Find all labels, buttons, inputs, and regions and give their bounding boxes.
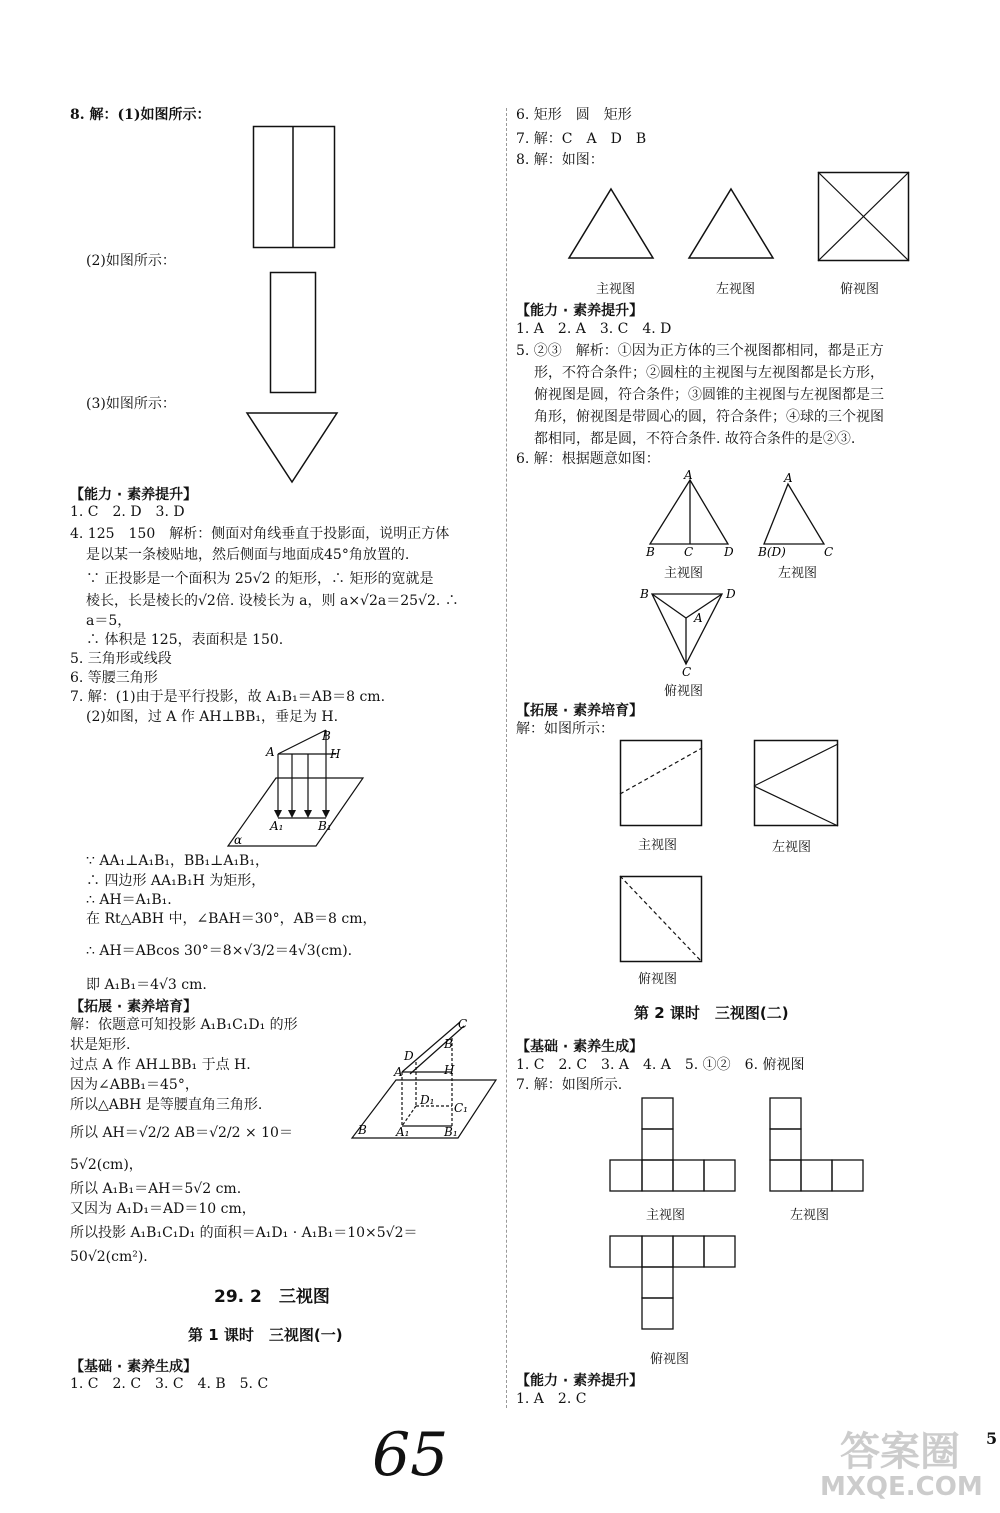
label-B1: B₁ bbox=[444, 1125, 458, 1139]
answer-line: 1. C 2. D 3. D bbox=[70, 504, 185, 520]
q8-part3: (3)如图所示： bbox=[86, 396, 176, 412]
answer-line: 5. 三角形或线段 bbox=[70, 651, 172, 667]
figure-parallel-projection bbox=[226, 726, 366, 856]
section-ability: 【能力 · 素养提升】 bbox=[516, 1373, 644, 1389]
section-extension: 【拓展 · 素养培育】 bbox=[516, 703, 644, 719]
section-title: 29. 2 三视图 bbox=[214, 1287, 330, 1307]
answer-line: ∵ AA₁⊥A₁B₁，BB₁⊥A₁B₁， bbox=[86, 853, 269, 869]
answer-line: 又因为 A₁D₁＝AD＝10 cm， bbox=[70, 1201, 256, 1217]
cube-side-view bbox=[770, 1098, 866, 1192]
column-divider bbox=[506, 108, 507, 1408]
label-A: A bbox=[684, 468, 693, 482]
lesson-title: 第 1 课时 三视图(一) bbox=[188, 1326, 343, 1344]
answer-line: 所以投影 A₁B₁C₁D₁ 的面积＝A₁D₁ · A₁B₁＝10×5√2＝ bbox=[70, 1225, 418, 1241]
answer-line: 8. 解：如图： bbox=[516, 152, 604, 168]
answer-line: ∴ AH＝ABcos 30°＝8×√3/2＝4√3(cm). bbox=[86, 943, 353, 959]
caption-side: 左视图 bbox=[778, 566, 818, 581]
section-basic: 【基础 · 素养生成】 bbox=[516, 1039, 644, 1055]
answer-line: 过点 A 作 AH⊥BB₁ 于点 H. bbox=[70, 1057, 251, 1073]
answer-line: 7. 解：如图所示. bbox=[516, 1077, 623, 1093]
label-B-plane: B bbox=[358, 1123, 367, 1137]
answer-line: 角形，俯视图是带圆心的圆，符合条件；④球的三个视图 bbox=[534, 409, 884, 425]
tetrahedron-front-view bbox=[642, 470, 742, 560]
label-B: B bbox=[646, 545, 655, 559]
answer-line: (2)如图，过 A 作 AH⊥BB₁，垂足为 H. bbox=[86, 709, 339, 725]
label-B: B bbox=[444, 1037, 453, 1051]
label-A: A bbox=[266, 745, 275, 759]
answer-line: 6. 等腰三角形 bbox=[70, 670, 158, 686]
label-A: A bbox=[694, 611, 703, 625]
label-C: C bbox=[684, 545, 694, 559]
cube-front-view bbox=[610, 1098, 740, 1192]
label-H: H bbox=[330, 747, 341, 761]
tetrahedron-side-view bbox=[756, 470, 856, 560]
answer-line: ∴ AH＝A₁B₁. bbox=[86, 892, 172, 908]
triangle-front-view bbox=[568, 188, 654, 260]
edge-page-mark: 5 bbox=[986, 1429, 998, 1448]
caption-front: 主视图 bbox=[646, 1208, 686, 1223]
label-C1: C₁ bbox=[454, 1101, 468, 1115]
answer-line: 俯视图是圆，符合条件；③圆锥的主视图与左视图都是三 bbox=[534, 387, 884, 403]
section-ability: 【能力 · 素养提升】 bbox=[516, 303, 644, 319]
label-C: C bbox=[458, 1017, 468, 1031]
caption-top: 俯视图 bbox=[650, 1352, 690, 1367]
triangle-side-view bbox=[688, 188, 774, 260]
figure-rectangle-split bbox=[253, 126, 335, 248]
answer-line: 7. 解：(1)由于是平行投影，故 A₁B₁＝AB＝8 cm. bbox=[70, 689, 386, 705]
section-ability: 【能力 · 素养提升】 bbox=[70, 487, 198, 503]
label-C: C bbox=[682, 665, 692, 679]
square-top-view-crossed bbox=[818, 172, 910, 262]
watermark-url: MXQE.COM bbox=[820, 1472, 983, 1502]
square-front-view-dashed bbox=[620, 740, 702, 826]
caption-side: 左视图 bbox=[772, 840, 812, 855]
label-A1: A₁ bbox=[396, 1125, 410, 1139]
answer-line: 即 A₁B₁＝4√3 cm. bbox=[86, 977, 207, 993]
label-BD: B(D) bbox=[758, 545, 786, 559]
square-top-view-dashed bbox=[620, 876, 702, 962]
handwritten-page-number: 65 bbox=[372, 1420, 449, 1490]
answer-line: 是以某一条棱贴地，然后侧面与地面成45°角放置的. bbox=[86, 547, 410, 563]
answer-line: 所以△ABH 是等腰直角三角形. bbox=[70, 1097, 263, 1113]
caption-side: 左视图 bbox=[716, 282, 756, 297]
answer-line: 1. A 2. C bbox=[516, 1391, 587, 1407]
answer-line: ∴ 体积是 125，表面积是 150. bbox=[86, 632, 284, 648]
answer-line: 棱长，长是棱长的√2倍. 设棱长为 a，则 a×√2a＝25√2. ∴ bbox=[86, 593, 459, 609]
answer-line: 50√2(cm²). bbox=[70, 1249, 148, 1265]
section-basic: 【基础 · 素养生成】 bbox=[70, 1359, 198, 1375]
answer-line: 所以 AH＝√2/2 AB＝√2/2 × 10＝ bbox=[70, 1125, 293, 1141]
label-A: A bbox=[784, 471, 793, 485]
answer-line: 5√2(cm)， bbox=[70, 1157, 143, 1173]
label-D: D bbox=[724, 545, 734, 559]
answer-line: 5. ②③ 解析：①因为正方体的三个视图都相同，都是正方 bbox=[516, 343, 884, 359]
caption-side: 左视图 bbox=[790, 1208, 830, 1223]
square-side-view bbox=[754, 740, 838, 826]
answer-line: 因为∠ABB₁＝45°， bbox=[70, 1077, 199, 1093]
cube-top-view bbox=[610, 1236, 740, 1332]
caption-top: 俯视图 bbox=[638, 972, 678, 987]
label-H: H bbox=[444, 1063, 455, 1077]
answer-line: ∴ 四边形 AA₁B₁H 为矩形， bbox=[86, 873, 266, 889]
answer-line: 7. 解：C A D B bbox=[516, 131, 647, 147]
label-A: A bbox=[394, 1065, 403, 1079]
tetrahedron-top-view bbox=[636, 584, 746, 679]
label-D: D bbox=[404, 1049, 414, 1063]
label-alpha: α bbox=[234, 833, 243, 847]
figure-inverted-triangle bbox=[246, 412, 338, 484]
section-extension: 【拓展 · 素养培育】 bbox=[70, 999, 198, 1015]
label-B: B bbox=[640, 587, 649, 601]
answer-line: 在 Rt△ABH 中，∠BAH＝30°，AB＝8 cm， bbox=[86, 911, 377, 927]
label-D1: D₁ bbox=[420, 1093, 435, 1107]
caption-front: 主视图 bbox=[638, 838, 678, 853]
answer-line: 1. C 2. C 3. A 4. A 5. ①② 6. 俯视图 bbox=[516, 1057, 805, 1073]
label-C: C bbox=[824, 545, 834, 559]
caption-front: 主视图 bbox=[664, 566, 704, 581]
caption-top: 俯视图 bbox=[840, 282, 880, 297]
answer-line: 形，不符合条件；②圆柱的主视图与左视图都是长方形， bbox=[534, 365, 884, 381]
watermark-logo: 答案圈 bbox=[840, 1429, 960, 1475]
q8-part1: 8. 解：(1)如图所示： bbox=[70, 107, 211, 123]
answer-line: 解：如图所示： bbox=[516, 721, 614, 737]
answer-line: 状是矩形. bbox=[70, 1037, 131, 1053]
label-B: B bbox=[322, 729, 331, 743]
answer-line: 1. A 2. A 3. C 4. D bbox=[516, 321, 672, 337]
answer-line: a＝5， bbox=[86, 613, 132, 629]
answer-line: 都相同，都是圆，不符合条件. 故符合条件的是②③. bbox=[534, 431, 856, 447]
answer-line: 所以 A₁B₁＝AH＝5√2 cm. bbox=[70, 1181, 242, 1197]
answer-line: 6. 解：根据题意如图： bbox=[516, 451, 660, 467]
caption-front: 主视图 bbox=[596, 282, 636, 297]
caption-top: 俯视图 bbox=[664, 684, 704, 699]
label-A1: A₁ bbox=[270, 819, 284, 833]
figure-rectangle bbox=[270, 272, 316, 394]
lesson-title: 第 2 课时 三视图(二) bbox=[634, 1004, 789, 1022]
label-B1: B₁ bbox=[318, 819, 332, 833]
label-D: D bbox=[726, 587, 736, 601]
answer-line: 解：依题意可知投影 A₁B₁C₁D₁ 的形 bbox=[70, 1017, 298, 1033]
figure-oblique-projection bbox=[340, 1017, 500, 1142]
answer-line: ∵ 正投影是一个面积为 25√2 的矩形，∴ 矩形的宽就是 bbox=[86, 571, 434, 587]
q8-part2: (2)如图所示： bbox=[86, 253, 176, 269]
answer-line: 1. C 2. C 3. C 4. B 5. C bbox=[70, 1376, 269, 1392]
answer-line: 6. 矩形 圆 矩形 bbox=[516, 107, 632, 123]
answer-line: 4. 125 150 解析：侧面对角线垂直于投影面，说明正方体 bbox=[70, 526, 450, 542]
